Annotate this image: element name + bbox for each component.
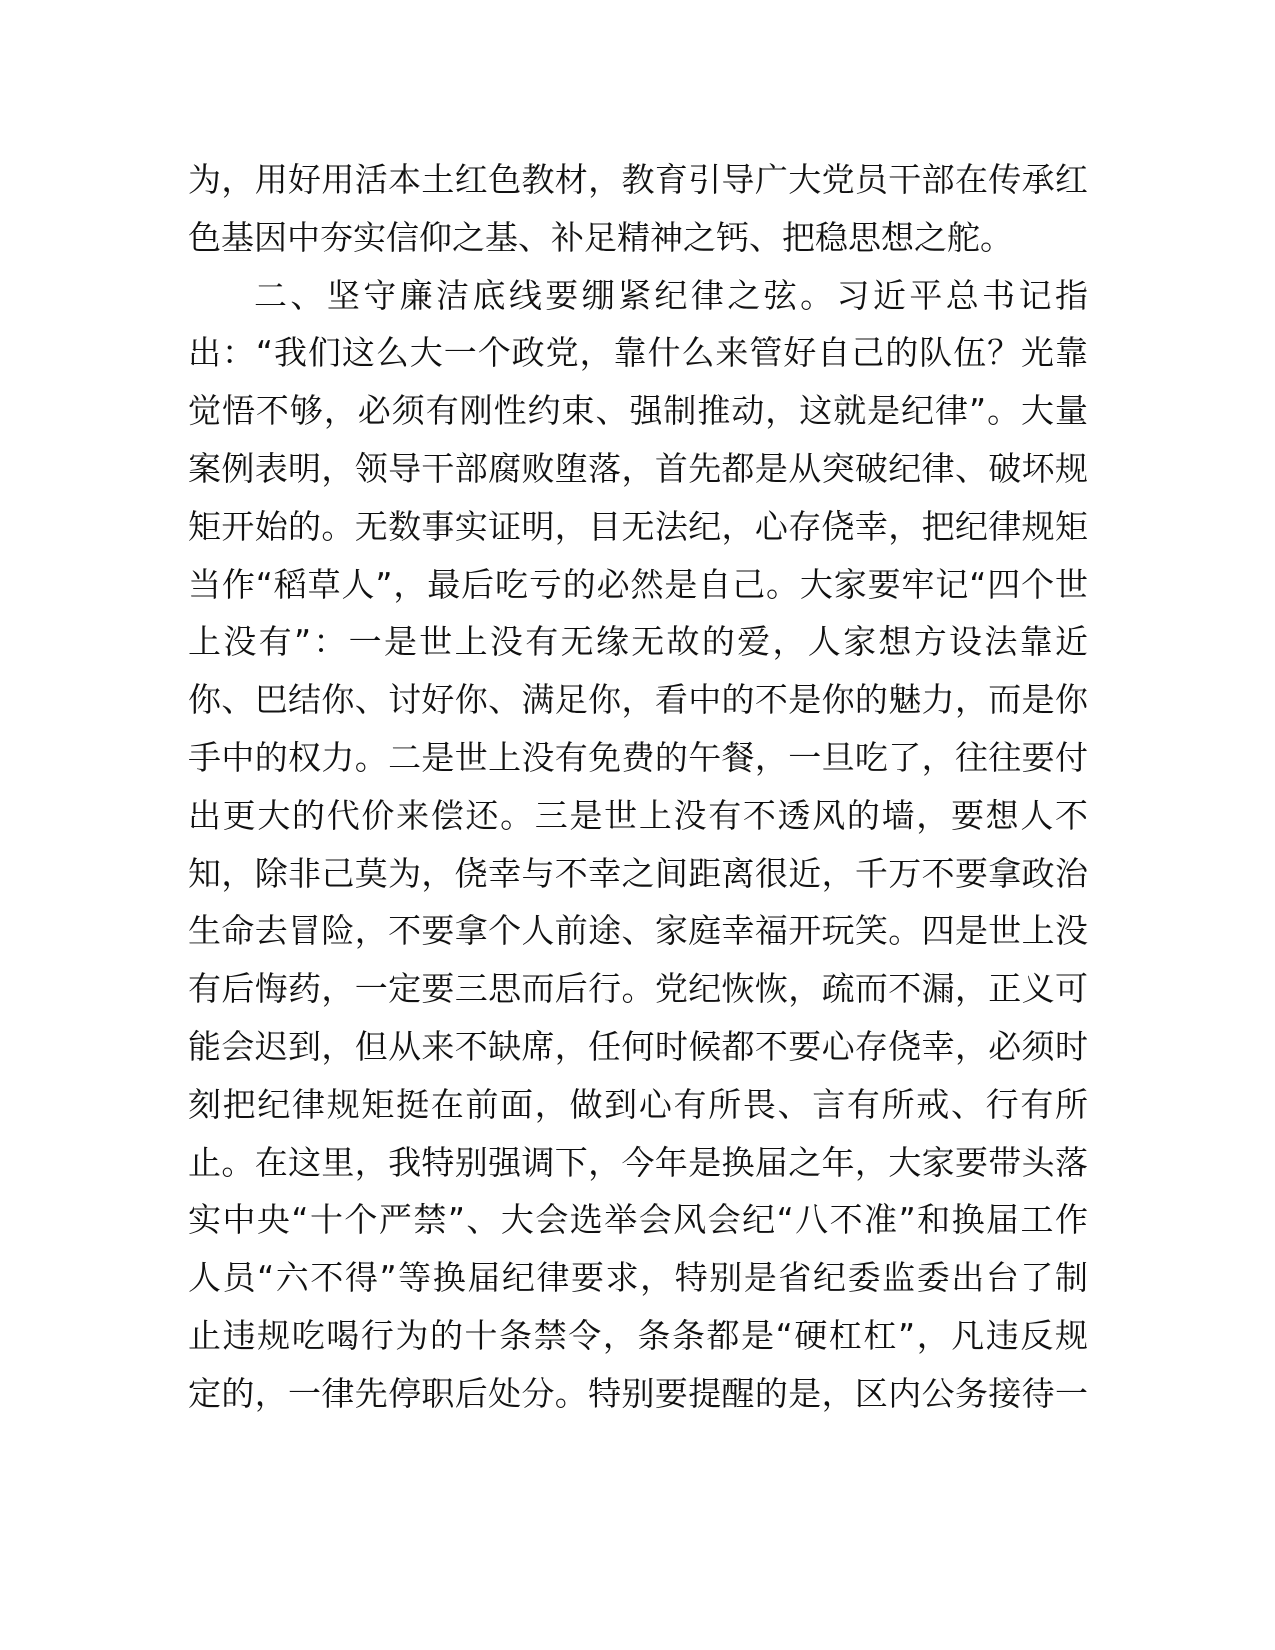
text-line: 止。在这里，我特别强调下，今年是换届之年，大家要带头落 — [188, 1142, 1088, 1182]
body-text — [188, 151, 1088, 1423]
text-line: 实中央“十个严禁”、大会选举会风会纪“八不准”和换届工作 — [188, 1200, 1088, 1240]
text-line: 止违规吃喝行为的十条禁令，条条都是“硬杠杠”，凡违反规 — [188, 1315, 1088, 1355]
text-line: 定的，一律先停职后处分。特别要提醒的是，区内公务接待一 — [188, 1373, 1088, 1413]
text-line: 人员“六不得”等换届纪律要求，特别是省纪委监委出台了制 — [188, 1258, 1088, 1298]
text-line: 矩开始的。无数事实证明，目无法纪，心存侥幸，把纪律规矩 — [188, 506, 1088, 546]
text-line: 案例表明，领导干部腐败堕落，首先都是从突破纪律、破坏规 — [188, 448, 1088, 488]
text-line: 你、巴结你、讨好你、满足你，看中的不是你的魅力，而是你 — [188, 680, 1088, 720]
text-line: 觉悟不够，必须有刚性约束、强制推动，这就是纪律”。大量 — [188, 391, 1088, 431]
text-line: 色基因中夯实信仰之基、补足精神之钙、把稳思想之舵。 — [188, 217, 1013, 257]
text-line: 出更大的代价来偿还。三是世上没有不透风的墙，要想人不 — [188, 795, 1088, 835]
text-line: 能会迟到，但从来不缺席，任何时候都不要心存侥幸，必须时 — [188, 1026, 1088, 1066]
text-line: 当作“稻草人”，最后吃亏的必然是自己。大家要牢记“四个世 — [188, 564, 1088, 604]
text-line: 有后悔药，一定要三思而后行。党纪恢恢，疏而不漏，正义可 — [188, 969, 1088, 1009]
text-line: 为，用好用活本土红色教材，教育引导广大党员干部在传承红 — [188, 160, 1088, 199]
text-line: 手中的权力。二是世上没有免费的午餐，一旦吃了，往往要付 — [188, 737, 1088, 777]
text-line: 知，除非己莫为，侥幸与不幸之间距离很近，千万不要拿政治 — [188, 853, 1088, 893]
text-line: 生命去冒险，不要拿个人前途、家庭幸福开玩笑。四是世上没 — [188, 911, 1088, 951]
text-line: 刻把纪律规矩挺在前面，做到心有所畏、言有所戒、行有所 — [188, 1084, 1088, 1124]
text-line: 出：“我们这么大一个政党，靠什么来管好自己的队伍？光靠 — [188, 333, 1088, 373]
text-line: 上没有”：一是世上没有无缘无故的爱，人家想方设法靠近 — [188, 622, 1088, 662]
paragraph-heading-line: 二、坚守廉洁底线要绷紧纪律之弦。习近平总书记指 — [254, 275, 1088, 315]
